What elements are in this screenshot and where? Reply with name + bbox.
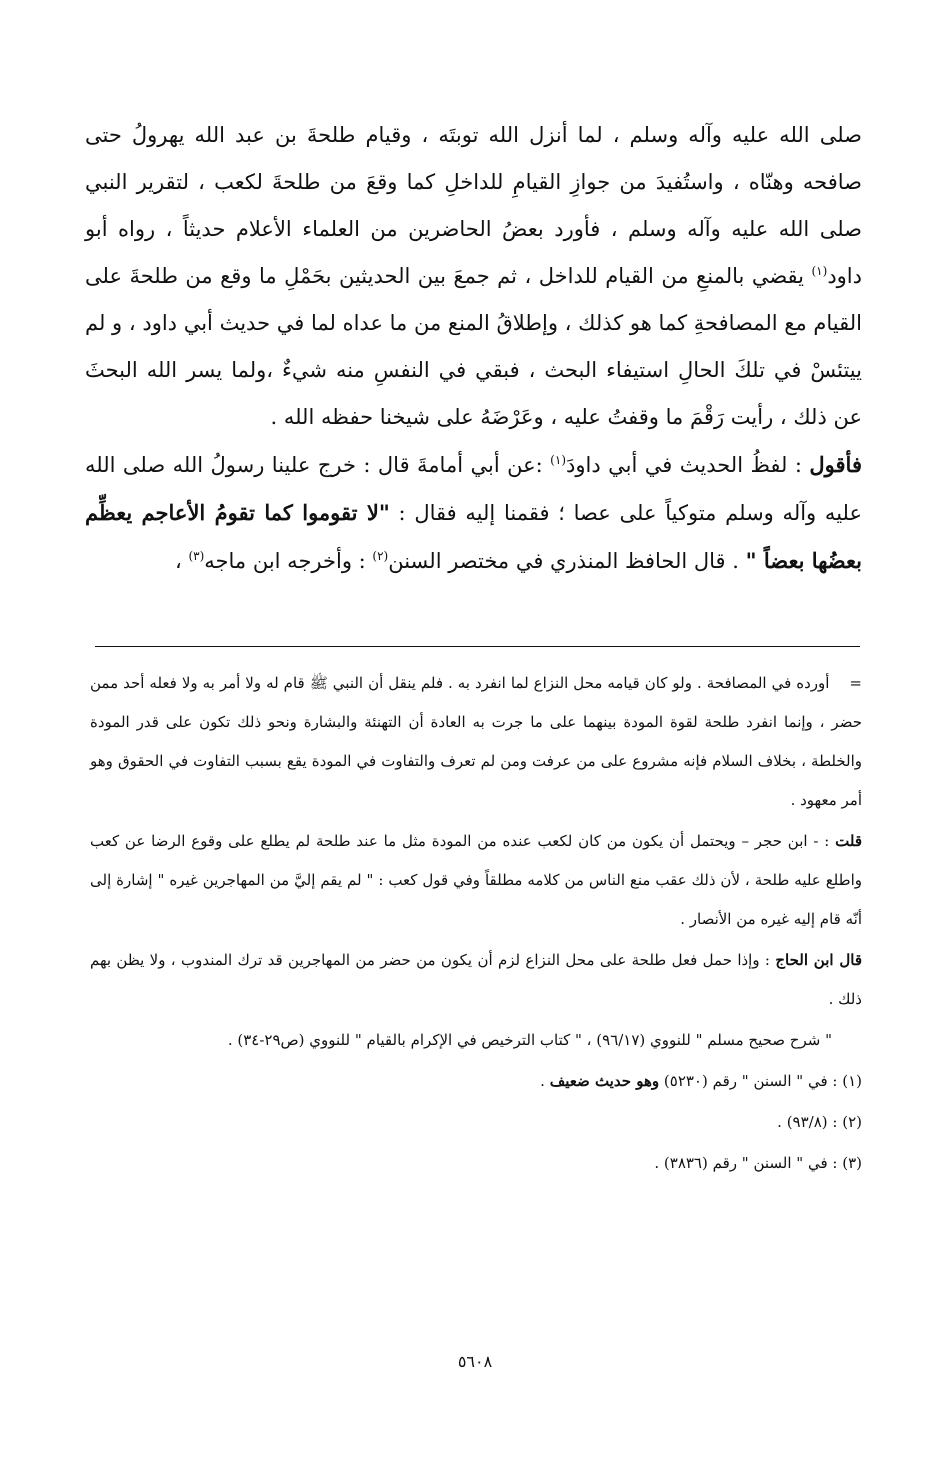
footnote-1 <box>90 1062 862 1101</box>
note-text: (١) : في " السنن " رقم (٥٢٣٠) <box>659 1072 862 1090</box>
note-source: " شرح صحيح مسلم " للنووي (٩٦/١٧) ، " كتاب الترخيص في الإكرام بالقيام " للنووي (ص٢٩-٣٤) . <box>227 1031 832 1049</box>
hadith-quote: "لا تقوموا كما تقومُ الأعاجم يعظِّم بعضُها بعضاً " <box>85 500 862 573</box>
paragraph-text: : وأخرجه ابن ماجه <box>204 549 373 573</box>
paragraph-text: : لفظُ الحديث في أبي داودَ <box>566 453 810 477</box>
footnote-2: (٢) : (٩٣/٨) . <box>777 1113 862 1131</box>
paragraph-text: صلى الله عليه وآله وسلم ، لما أنزل الله توبتَه ، وقيام طلحةَ بن عبد الله يهرولُ حتى صافحه وهنّاه ، واستُفيدَ من جوازِ القيامِ للداخلِ كما وقعَ من طلحةَ لكعب ، لتقرير النبي صلى الله عليه وآله وسلم ، فأورد بعضُ الحاضرين من العلماء الأعلام حديثاً ، رواه أبو داود <box>85 123 862 288</box>
footnote-ref-3[interactable]: (٣) <box>188 549 205 563</box>
main-paragraph-1 <box>85 112 862 441</box>
continuation-mark: = <box>849 674 862 692</box>
note-quote-ibn-alhaj <box>90 941 862 1019</box>
note-text: : وإذا حمل فعل طلحة على محل النزاع لزم أن يكون من حضر من المهاجرين قد ترك المندوب ، ولا يظن بهم ذلك . <box>90 951 862 1008</box>
footnote-ref-1[interactable]: (١) <box>811 264 828 278</box>
footnote-continuation <box>90 664 862 820</box>
page-number: ٥٦٠٨ <box>457 1352 493 1371</box>
main-paragraph-2 <box>85 441 862 585</box>
paragraph-text: . قال الحافظ المنذري في مختصر السنن <box>388 549 746 573</box>
grading: وهو حديث ضعيف <box>549 1072 660 1090</box>
paragraph-lead: فأقول <box>809 452 862 477</box>
footnotes <box>90 664 862 1185</box>
footnote-ref-1[interactable]: (١) <box>550 453 566 467</box>
footnote-ref-2[interactable]: (٢) <box>372 549 389 563</box>
note-text: : - ابن حجر – ويحتمل أن يكون من كان لكعب عنده من المودة مثل ما عند طلحة لم يطلع على وقوع الرضا عن كعب واطلع عليه طلحة ، لأن ذلك عقب منع الناس من كلامه مطلقاً وفي قول كعب : " لم يقم إليَّ من المهاجرين غيره " إشارة إلى أنّه قام إليه غيره من الأنصار . <box>90 832 862 928</box>
paragraph-text: :عن أبي أمامةَ قال : خرج علينا رسولُ الله صلى الله عليه وآله وسلم متوكياً على عصا ؛ فقمنا إليه فقال : <box>85 453 863 525</box>
note-lead: قال ابن الحاج <box>775 951 862 969</box>
footnote-3: (٣) : في " السنن " رقم (٣٨٣٦) . <box>654 1154 862 1172</box>
main-text <box>85 112 862 585</box>
paragraph-text: يقضي بالمنعِ من القيام للداخل ، ثم جمعَ بين الحديثين بحَمْلِ ما وقع من طلحةَ على القيام مع المصافحةِ كما هو كذلك ، وإطلاقُ المنع من ما عداه لما في حديث أبي داود ، و لم ييتئسْ في تلكَ الحالِ استيفاء البحث ، فبقي في النفسِ منه شيءٌ ،ولما يسر الله البحثَ عن ذلك ، رأيت رَقْمَ ما وقفتُ عليه ، وعَرْضَهُ على شيخنا حفظه الله . <box>85 264 862 429</box>
footnote-separator <box>95 646 860 647</box>
note-text: أورده في المصافحة . ولو كان قيامه محل النزاع لما انفرد به . فلم ينقل أن النبي ﷺ قام له ولا أمر به ولا فعله أحد ممن حضر ، وإنما انفرد طلحة لقوة المودة بينهما على ما جرت به العادة أن التهنئة والبشارة ونحو ذلك تكون على قدر المودة والخلطة ، بخلاف السلام فإنه مشروع على من عرفت ومن لم تعرف والتفاوت في المودة يقع بسبب التفاوت في الحقوق وهو أمر معهود . <box>90 674 862 809</box>
note-lead: قلت <box>835 832 862 850</box>
note-quote-ibn-hajar <box>90 822 862 939</box>
note-text: . <box>540 1072 550 1090</box>
paragraph-text: ، <box>175 549 189 573</box>
